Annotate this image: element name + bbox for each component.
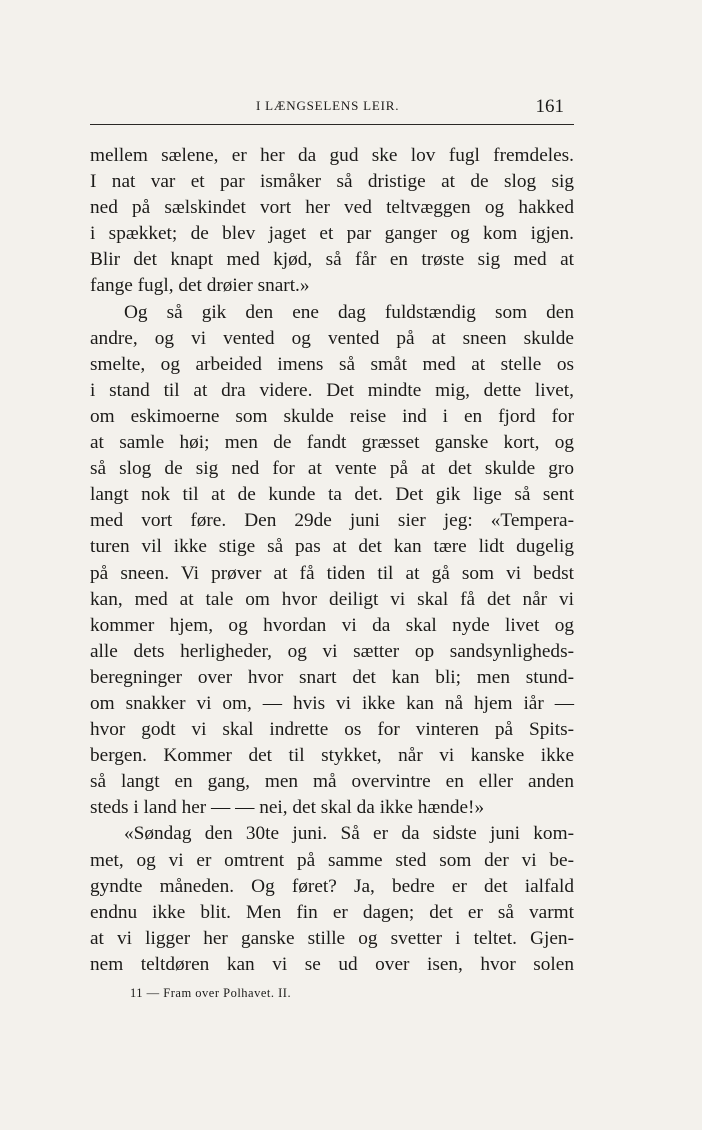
running-head [90, 92, 574, 122]
text-line: andre, og vi vented og vented på at sneen skulde [90, 327, 574, 349]
text-line: om snakker vi om, — hvis vi ikke kan nå hjem iår — [90, 692, 574, 714]
text-line: steds i land her — — nei, det skal da ikke hænde!» [90, 797, 485, 819]
text-line: i stand til at dra videre. Det mindte mig, dette livet, [90, 379, 574, 401]
text-line: at samle høi; men de fandt græsset ganske kort, og [90, 432, 574, 454]
text-line: fange fugl, det drøier snart.» [90, 275, 310, 297]
text-line: så slog de sig ned for at vente på at det skulde gro [90, 458, 574, 480]
text-line: på sneen. Vi prøver at få tiden til at gå som vi bedst [90, 562, 574, 584]
text-line: alle dets herligheder, og vi sætter op sandsynligheds- [90, 640, 574, 662]
text-line: om eskimoerne som skulde reise ind i en fjord for [90, 405, 574, 427]
footer-signature: 11 — Fram over Polhavet. II. [130, 986, 292, 1000]
text-line: Og så gik den ene dag fuldstændig som den [124, 301, 574, 323]
text-line: I nat var et par ismåker så dristige at de slog sig [90, 171, 574, 193]
text-line: med vort føre. Den 29de juni sier jeg: «Tempera- [90, 510, 574, 532]
text-line: turen vil ikke stige så pas at det kan tære lidt dugelig [90, 536, 574, 558]
text-line: langt nok til at de kunde ta det. Det gik lige så sent [90, 484, 574, 506]
text-line: smelte, og arbeided imens så småt med at stelle os [90, 353, 574, 375]
text-line: nem teltdøren kan vi se ud over isen, hvor solen [90, 953, 574, 975]
text-line: hvor godt vi skal indrette os for vinteren på Spits- [90, 719, 574, 741]
running-title: I LÆNGSELENS LEIR. [256, 98, 400, 113]
text-line: kan, med at tale om hvor deiligt vi skal få det når vi [90, 588, 574, 610]
text-line: ned på sælskindet vort her ved teltvæggen og hakked [90, 197, 574, 219]
text-line: bergen. Kommer det til stykket, når vi kanske ikke [90, 745, 574, 767]
text-line: gyndte måneden. Og føret? Ja, bedre er det ialfald [90, 875, 574, 897]
header-rule [90, 124, 574, 125]
text-line: «Søndag den 30te juni. Så er da sidste juni kom- [124, 823, 574, 845]
text-line: i spækket; de blev jaget et par ganger og kom igjen. [90, 223, 574, 245]
text-line: beregninger over hvor snart det kan bli; men stund- [90, 666, 574, 688]
text-line: kommer hjem, og hvordan vi da skal nyde livet og [90, 614, 574, 636]
text-line: met, og vi er omtrent på samme sted som der vi be- [90, 849, 574, 871]
text-line: mellem sælene, er her da gud ske lov fugl fremdeles. [90, 145, 574, 166]
text-line: så langt en gang, men må overvintre en eller anden [90, 771, 574, 793]
page-number: 161 [535, 96, 564, 117]
text-line: Blir det knapt med kjød, så får en trøste sig med at [90, 249, 574, 271]
text-line: endnu ikke blit. Men fin er dagen; det er så varmt [90, 901, 574, 923]
body-text [90, 143, 574, 978]
text-line: at vi ligger her ganske stille og svetter i teltet. Gjen- [90, 927, 574, 949]
